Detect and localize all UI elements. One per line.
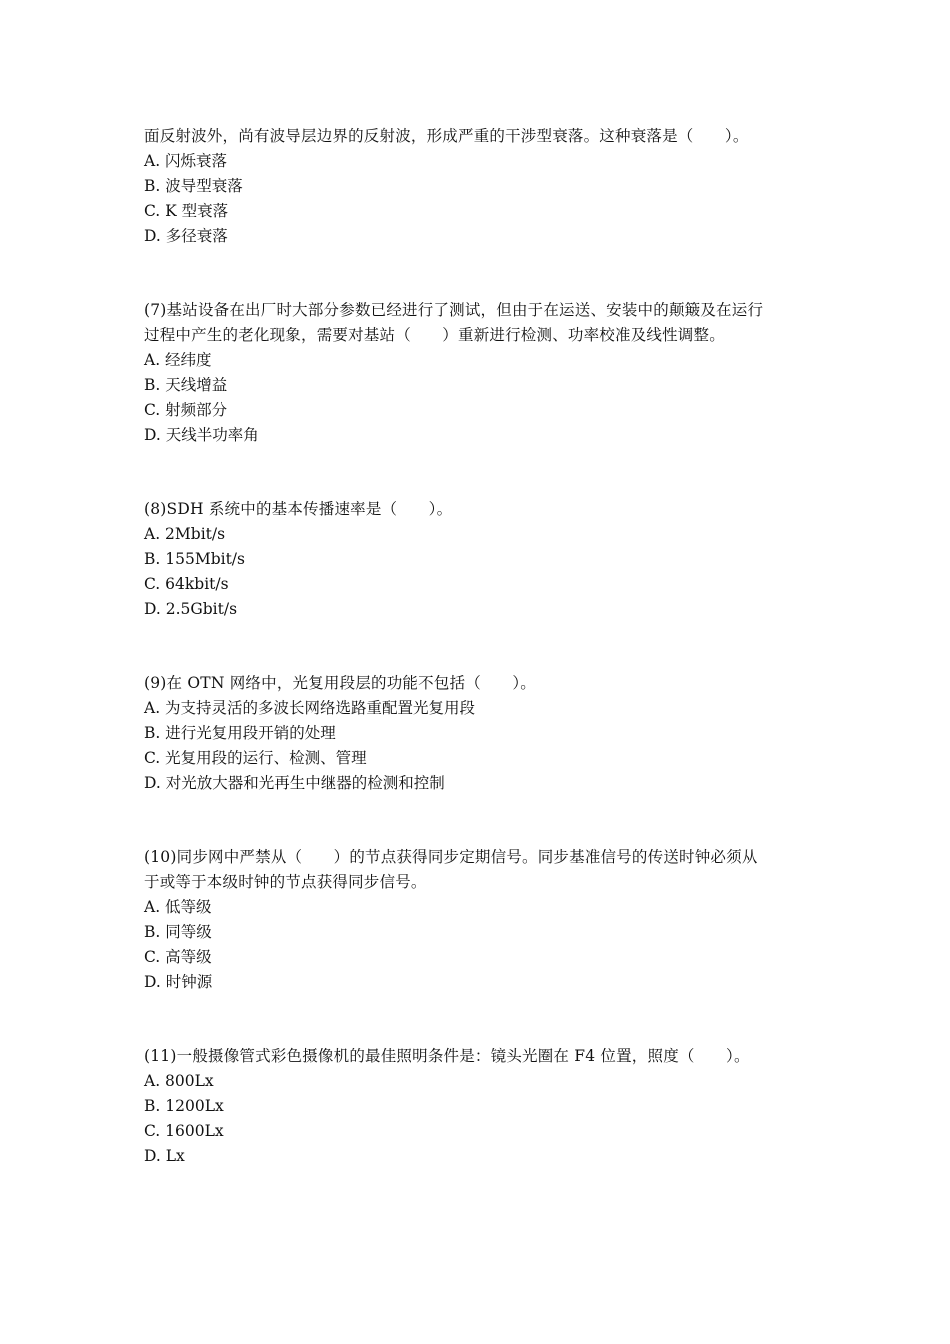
option-b: B. 1200Lx	[144, 1097, 224, 1115]
question-text	[144, 1044, 814, 1069]
option-d: D. 对光放大器和光再生中继器的检测和控制	[144, 774, 445, 792]
question-text	[144, 497, 814, 522]
question-text	[144, 298, 814, 348]
option-a: A. 闪烁衰落	[144, 152, 228, 170]
option-d: D. 天线半功率角	[144, 426, 259, 444]
option-a: A. 800Lx	[144, 1072, 214, 1090]
question-line: (11)一般摄像管式彩色摄像机的最佳照明条件是：镜头光圈在 F4 位置，照度（ ）。	[144, 1047, 750, 1065]
option-b: B. 天线增益	[144, 376, 228, 394]
question-line: 过程中产生的老化现象，需要对基站（ ）重新进行检测、功率校准及线性调整。	[144, 326, 725, 344]
option-d: D. 多径衰落	[144, 227, 228, 245]
question-line: (8)SDH 系统中的基本传播速率是（ ）。	[144, 500, 453, 518]
question-line: (10)同步网中严禁从（ ）的节点获得同步定期信号。同步基准信号的传送时钟必须从	[144, 848, 758, 866]
option-a: A. 经纬度	[144, 351, 212, 369]
question-text	[144, 124, 814, 149]
option-a: A. 为支持灵活的多波长网络选路重配置光复用段	[144, 699, 476, 717]
option-d: D. 2.5Gbit/s	[144, 600, 238, 618]
question-text	[144, 845, 814, 895]
option-c: C. 光复用段的运行、检测、管理	[144, 749, 367, 767]
option-d: D. Lx	[144, 1147, 185, 1165]
option-c: C. K 型衰落	[144, 202, 229, 220]
question-block	[144, 124, 814, 249]
option-c: C. 射频部分	[144, 401, 228, 419]
question-line: (9)在 OTN 网络中，光复用段层的功能不包括（ ）。	[144, 674, 536, 692]
option-a: A. 低等级	[144, 898, 212, 916]
option-b: B. 波导型衰落	[144, 177, 243, 195]
option-b: B. 进行光复用段开销的处理	[144, 724, 336, 742]
option-a: A. 2Mbit/s	[144, 525, 226, 543]
option-d: D. 时钟源	[144, 973, 213, 991]
question-line: 面反射波外，尚有波导层边界的反射波，形成严重的干涉型衰落。这种衰落是（ ）。	[144, 127, 749, 145]
question-block	[144, 298, 814, 448]
question-block	[144, 497, 814, 622]
option-c: C. 高等级	[144, 948, 212, 966]
option-b: B. 155Mbit/s	[144, 550, 245, 568]
question-line: 于或等于本级时钟的节点获得同步信号。	[144, 873, 427, 891]
question-block	[144, 1044, 814, 1169]
option-b: B. 同等级	[144, 923, 212, 941]
option-c: C. 64kbit/s	[144, 575, 229, 593]
question-block	[144, 671, 814, 796]
question-block	[144, 845, 814, 995]
option-c: C. 1600Lx	[144, 1122, 224, 1140]
question-text	[144, 671, 814, 696]
question-line: (7)基站设备在出厂时大部分参数已经进行了测试，但由于在运送、安装中的颠簸及在运行	[144, 301, 764, 319]
